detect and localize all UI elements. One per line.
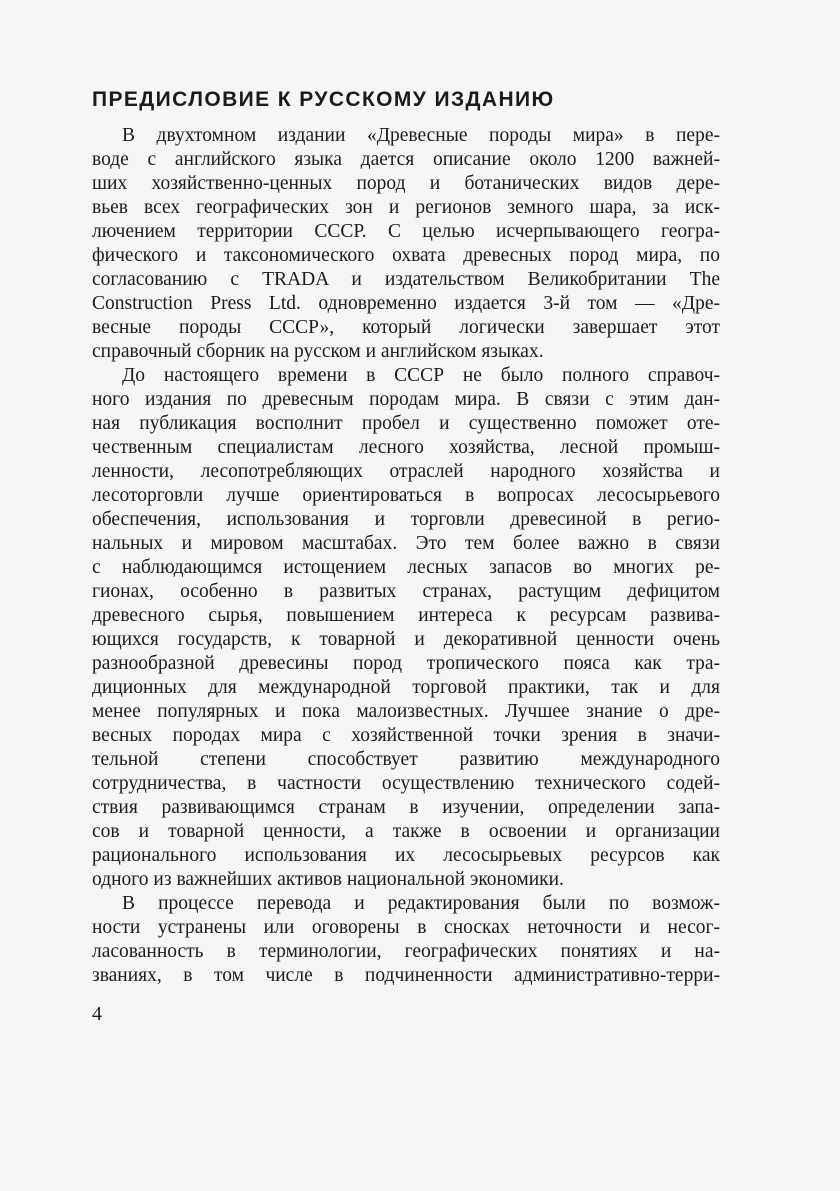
text-line: разнообразной древесины пород тропического пояса как тра-: [92, 653, 720, 674]
text-line: званиях, в том числе в подчиненности административно-терри-: [92, 965, 720, 986]
text-line: фического и таксономического охвата древесных пород мира, по: [92, 245, 720, 266]
text-line: весные породы СССР», который логически завершает этот: [92, 317, 720, 338]
text-line: ласованность в терминологии, географических понятиях и на-: [92, 941, 720, 962]
text-line: одного из важнейших активов национальной экономики.: [92, 869, 564, 890]
text-line: ших хозяйственно-ценных пород и ботанических видов дере-: [92, 173, 720, 194]
text-line: весных породах мира с хозяйственной точки зрения в значи-: [92, 725, 720, 746]
text-line: ствия развивающимся странам в изучении, определении запа-: [92, 797, 720, 818]
text-line: чественным специалистам лесного хозяйства, лесной промыш-: [92, 437, 720, 458]
text-line: лесоторговли лучше ориентироваться в вопросах лесосырьевого: [92, 485, 720, 506]
text-line: тельной степени способствует развитию международного: [92, 749, 720, 770]
text-line: воде с английского языка дается описание около 1200 важней-: [92, 149, 720, 170]
text-line: ленности, лесопотребляющих отраслей народного хозяйства и: [92, 461, 720, 482]
text-line: древесного сырья, повышением интереса к ресурсам развива-: [92, 605, 720, 626]
text-line: нальных и мировом масштабах. Это тем более важно в связи: [92, 533, 720, 554]
text-line: вьев всех географических зон и регионов земного шара, за иск-: [92, 197, 720, 218]
text-line: ющихся государств, к товарной и декоративной ценности очень: [92, 629, 720, 650]
text-line: рационального использования их лесосырьевых ресурсов как: [92, 845, 720, 866]
text-line: Construction Press Ltd. одновременно издается 3-й том — «Дре-: [92, 293, 720, 314]
text-line: обеспечения, использования и торговли древесиной в регио-: [92, 509, 720, 530]
text-line: ная публикация восполнит пробел и существенно поможет оте-: [92, 413, 720, 434]
text-line: менее популярных и пока малоизвестных. Лучшее знание о дре-: [92, 701, 720, 722]
text-line: сов и товарной ценности, а также в освоении и организации: [92, 821, 720, 842]
text-line: В процессе перевода и редактирования были по возмож-: [122, 893, 720, 914]
page-number: 4: [92, 1003, 102, 1025]
text-line: лючением территории СССР. С целью исчерпывающего геогра-: [92, 221, 720, 242]
text-line: В двухтомном издании «Древесные породы мира» в пере-: [122, 125, 720, 146]
text-line: До настоящего времени в СССР не было полного справоч-: [122, 365, 720, 386]
section-heading: ПРЕДИСЛОВИЕ К РУССКОМУ ИЗДАНИЮ: [92, 88, 555, 111]
text-line: диционных для международной торговой практики, так и для: [92, 677, 720, 698]
text-line: гионах, особенно в развитых странах, растущим дефицитом: [92, 581, 720, 602]
text-line: ности устранены или оговорены в сносках неточности и несог-: [92, 917, 720, 938]
text-line: согласованию с TRADA и издательством Великобритании The: [92, 269, 720, 290]
text-line: с наблюдающимся истощением лесных запасов во многих ре-: [92, 557, 720, 578]
text-line: сотрудничества, в частности осуществлению технического содей-: [92, 773, 720, 794]
text-line: справочный сборник на русском и английском языках.: [92, 341, 544, 362]
text-line: ного издания по древесным породам мира. В связи с этим дан-: [92, 389, 720, 410]
